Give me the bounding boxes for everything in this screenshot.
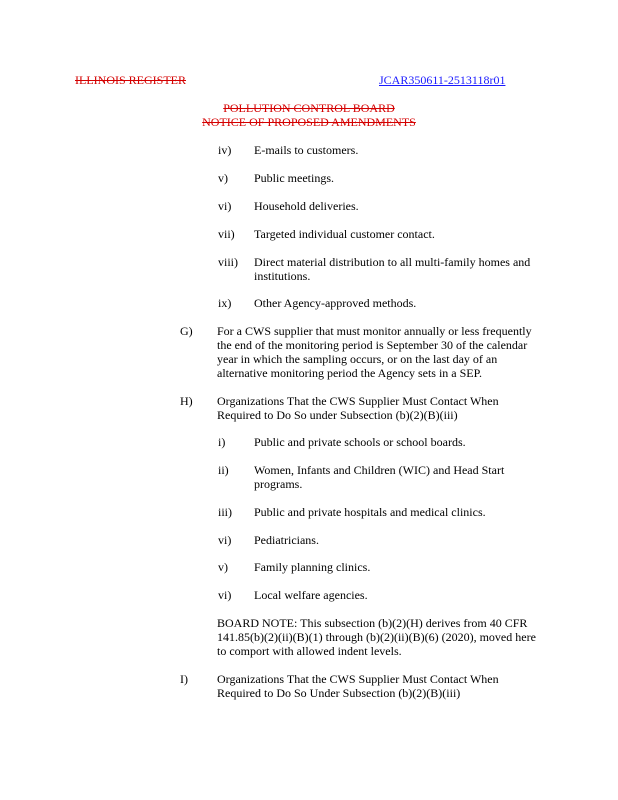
board-note-line: 141.85(b)(2)(ii)(B)(1) through (b)(2)(ii)(B)(6) (2020), moved here bbox=[217, 630, 536, 644]
list-item-text: Women, Infants and Children (WIC) and Head Start bbox=[254, 463, 505, 477]
list-item-text: Public and private hospitals and medical clinics. bbox=[254, 505, 486, 519]
list-item-text: E-mails to customers. bbox=[254, 143, 359, 157]
list-item-text: institutions. bbox=[254, 269, 311, 283]
list-item-text: Targeted individual customer contact. bbox=[254, 227, 435, 241]
subsection-label: G) bbox=[180, 324, 193, 338]
notice-title: NOTICE OF PROPOSED AMENDMENTS bbox=[202, 115, 416, 129]
paragraph-line: year in which the sampling occurs, or on the last day of an bbox=[217, 352, 498, 366]
register-header: ILLINOIS REGISTER bbox=[75, 73, 186, 87]
board-note-line: to comport with allowed indent levels. bbox=[217, 644, 402, 658]
list-item-text: programs. bbox=[254, 477, 303, 491]
list-item-text: Public meetings. bbox=[254, 171, 334, 185]
paragraph-line: the end of the monitoring period is September 30 of the calendar bbox=[217, 338, 528, 352]
document-id-link[interactable]: JCAR350611-2513118r01 bbox=[379, 73, 506, 87]
list-item-text: Pediatricians. bbox=[254, 533, 319, 547]
subsection-label: I) bbox=[180, 672, 188, 686]
list-item-number: vi) bbox=[218, 199, 232, 213]
list-item-text: Household deliveries. bbox=[254, 199, 359, 213]
paragraph-line: For a CWS supplier that must monitor annually or less frequently bbox=[217, 324, 532, 338]
list-item-text: Local welfare agencies. bbox=[254, 588, 368, 602]
list-item-number: viii) bbox=[218, 255, 238, 269]
list-item-number: i) bbox=[218, 435, 226, 449]
agency-title: POLLUTION CONTROL BOARD bbox=[223, 101, 395, 115]
subsection-heading: Required to Do So Under Subsection (b)(2)(B)(iii) bbox=[217, 686, 461, 700]
list-item-number: vi) bbox=[218, 533, 232, 547]
paragraph-line: alternative monitoring period the Agency sets in a SEP. bbox=[217, 366, 482, 380]
list-item-number: v) bbox=[218, 171, 228, 185]
subsection-heading: Required to Do So under Subsection (b)(2)(B)(iii) bbox=[217, 408, 458, 422]
board-note-line: BOARD NOTE: This subsection (b)(2)(H) derives from 40 CFR bbox=[217, 616, 528, 630]
list-item-text: Other Agency-approved methods. bbox=[254, 296, 417, 310]
subsection-label: H) bbox=[180, 394, 193, 408]
list-item-text: Family planning clinics. bbox=[254, 560, 371, 574]
list-item-number: ii) bbox=[218, 463, 229, 477]
list-item-number: vi) bbox=[218, 588, 232, 602]
list-item-text: Direct material distribution to all multi-family homes and bbox=[254, 255, 531, 269]
list-item-number: v) bbox=[218, 560, 228, 574]
list-item-text: Public and private schools or school boards. bbox=[254, 435, 466, 449]
subsection-heading: Organizations That the CWS Supplier Must Contact When bbox=[217, 394, 499, 408]
list-item-number: vii) bbox=[218, 227, 235, 241]
list-item-number: iii) bbox=[218, 505, 232, 519]
list-item-number: iv) bbox=[218, 143, 232, 157]
subsection-heading: Organizations That the CWS Supplier Must Contact When bbox=[217, 672, 499, 686]
list-item-number: ix) bbox=[218, 296, 232, 310]
